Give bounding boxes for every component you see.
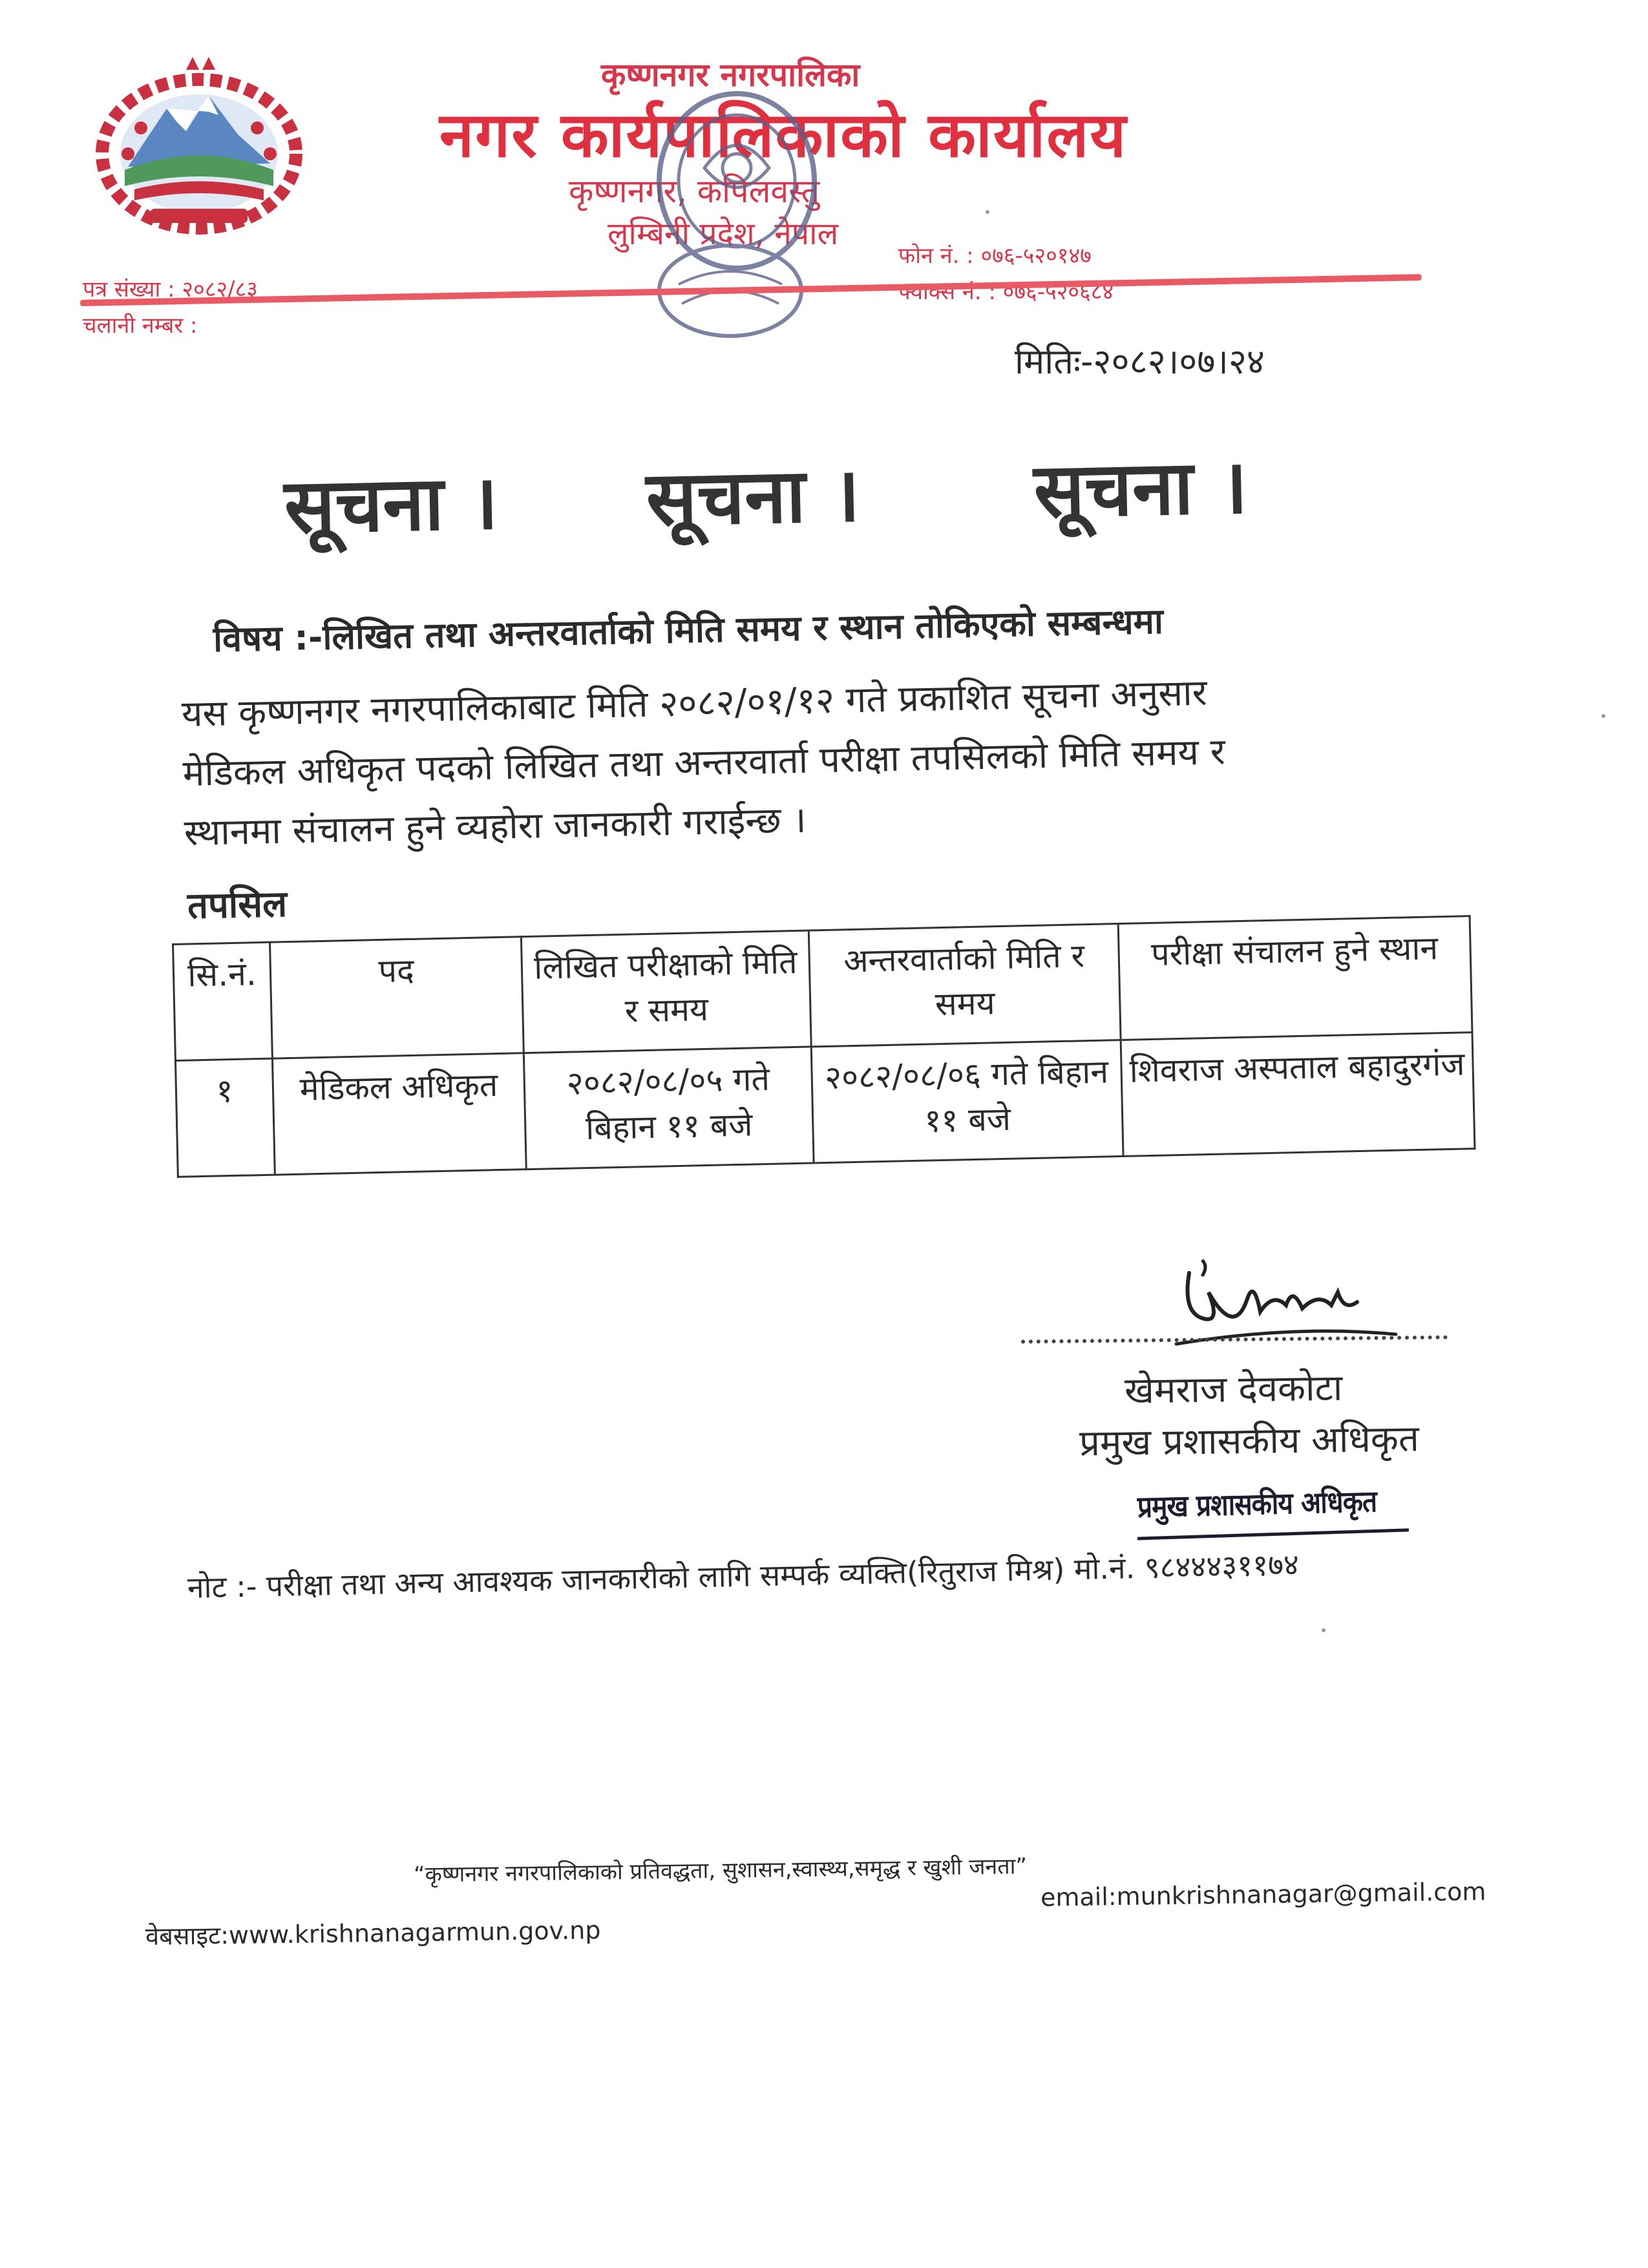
- phone-number: फोन नं. : ०७६-५२०१४७: [898, 243, 1092, 269]
- footer-website: वेबसाइट:www.krishnanagarmun.gov.np: [145, 1916, 601, 1951]
- signatory-title: प्रमुख प्रशासकीय अधिकृत: [1079, 1418, 1420, 1465]
- municipality-name: कृष्णनगर नगरपालिका: [601, 56, 860, 94]
- schedule-label: तपसिल: [187, 883, 288, 927]
- cell-serial: १: [175, 1058, 275, 1177]
- office-title: नगर कार्यपालिकाको कार्यालय: [439, 99, 1128, 171]
- handwritten-signature: [1163, 1254, 1409, 1363]
- address-line-1: कृष्णनगर, कपिलवस्तु: [569, 173, 820, 210]
- letter-number: पत्र संख्या : २०८२/८३: [83, 277, 258, 302]
- reference-numbers: [83, 271, 258, 344]
- notice-word: सूचना ।: [645, 451, 861, 543]
- address-line-2: लुम्बिनी प्रदेश, नेपाल: [607, 216, 839, 252]
- footer-motto: “कृष्णनगर नगरपालिकाको प्रतिवद्धता, सुशासन,स्वास्थ्य,समृद्ध र खुशी जनता”: [413, 1853, 1028, 1888]
- body-line: मेडिकल अधिकृत पदको लिखित तथा अन्तरवार्ता परीक्षा तपसिलको मिति समय र: [182, 731, 1226, 795]
- cell-post: मेडिकल अधिकृत: [272, 1053, 526, 1175]
- body-line: स्थानमा संचालन हुने व्यहोरा जानकारी गराईन्छ ।: [184, 799, 807, 854]
- notice-subject: विषय :-लिखित तथा अन्तरवार्ताको मिति समय र स्थान तोकिएको सम्बन्धमा: [213, 600, 1164, 660]
- schedule-table-wrapper: [172, 915, 1475, 1178]
- header-interview: अन्तरवार्ताको मिति र समय: [808, 924, 1121, 1047]
- contact-note: नोट :- परीक्षा तथा अन्य आवश्यक जानकारीको लागि सम्पर्क व्यक्ति(रितुराज मिश्र) मो.नं. ९८४४४३११७४: [187, 1546, 1300, 1605]
- header-post: पद: [269, 937, 523, 1058]
- notice-heading: [283, 431, 1319, 556]
- notice-word: सूचना ।: [1033, 443, 1249, 535]
- scan-speck: [1601, 714, 1605, 718]
- notice-word: सूचना ।: [283, 459, 500, 551]
- office-seal-stamp: [633, 78, 840, 349]
- signatory-stamp: प्रमुख प्रशासकीय अधिकृत: [1137, 1483, 1377, 1524]
- cell-written-exam: २०८२/०८/०५ गते बिहान ११ बजे: [524, 1047, 814, 1170]
- stamp-underline: [1137, 1528, 1409, 1540]
- document-date: मितिः-२०८२।०७।२४: [1015, 341, 1265, 382]
- signatory-name: खेमराज देवकोटा: [1124, 1367, 1343, 1412]
- cell-interview: २०८२/०८/०६ गते बिहान ११ बजे: [811, 1040, 1123, 1163]
- national-emblem: [89, 57, 309, 238]
- contact-numbers: [898, 238, 1114, 310]
- cell-venue: शिवराज अस्पताल बहादुरगंज: [1121, 1033, 1475, 1157]
- header-serial: सि.नं.: [173, 942, 273, 1060]
- notice-body: [181, 658, 1451, 863]
- header-venue: परीक्षा संचालन हुने स्थान: [1118, 916, 1472, 1040]
- scan-speck: [986, 210, 989, 214]
- footer-email: email:munkrishnanagar@gmail.com: [1040, 1877, 1486, 1912]
- dispatch-number: चलानी नम्बर :: [83, 313, 198, 339]
- fax-number: फ्याक्स नं. : ०७६-५२०६८४: [898, 279, 1114, 305]
- scan-speck: [1322, 1628, 1326, 1632]
- schedule-table: [172, 915, 1475, 1178]
- body-line: यस कृष्णनगर नगरपालिकाबाट मिति २०८२/०१/१२ गते प्रकाशित सूचना अनुसार: [181, 671, 1208, 735]
- header-written-exam: लिखित परीक्षाको मिति र समय: [522, 930, 811, 1053]
